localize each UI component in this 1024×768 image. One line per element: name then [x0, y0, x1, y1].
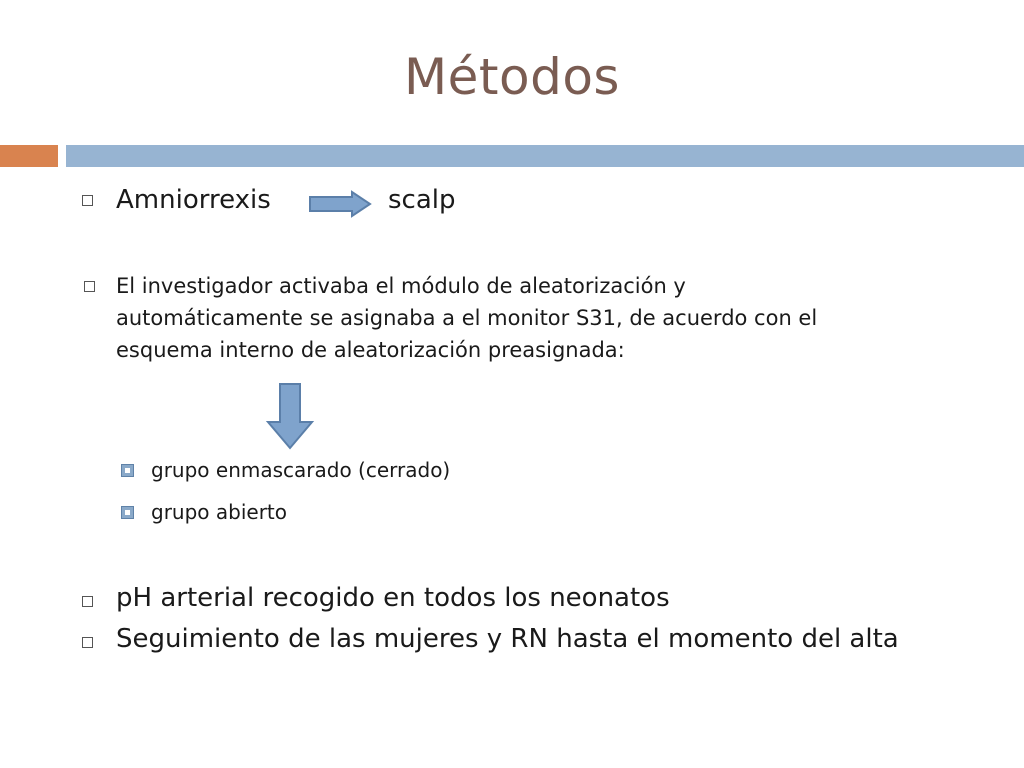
bullet-marker: [82, 195, 93, 206]
bullet-marker: [82, 596, 93, 607]
accent-bar-orange: [0, 145, 58, 167]
bullet-line-3: esquema interno de aleatorización preasignada:: [116, 338, 625, 362]
sub-bullet-abierto: grupo abierto: [151, 500, 287, 524]
bullet-scalp: scalp: [388, 185, 456, 215]
sub-bullet-marker: [121, 506, 134, 519]
bullet-line-2: automáticamente se asignaba a el monitor S31, de acuerdo con el: [116, 306, 818, 330]
bullet-seguimiento: Seguimiento de las mujeres y RN hasta el momento del alta: [116, 624, 899, 654]
bullet-ph-arterial: pH arterial recogido en todos los neonatos: [116, 583, 670, 613]
bullet-line-1: El investigador activaba el módulo de aleatorización y: [116, 274, 686, 298]
accent-bar-blue: [66, 145, 1024, 167]
down-arrow-icon: [266, 382, 314, 450]
sub-bullet-marker: [121, 464, 134, 477]
bullet-marker: [84, 281, 95, 292]
bullet-amniorrexis: Amniorrexis: [116, 185, 271, 215]
sub-bullet-enmascarado: grupo enmascarado (cerrado): [151, 458, 451, 482]
bullet-marker: [82, 637, 93, 648]
slide-title: Métodos: [404, 48, 620, 106]
right-arrow-icon: [308, 191, 372, 217]
